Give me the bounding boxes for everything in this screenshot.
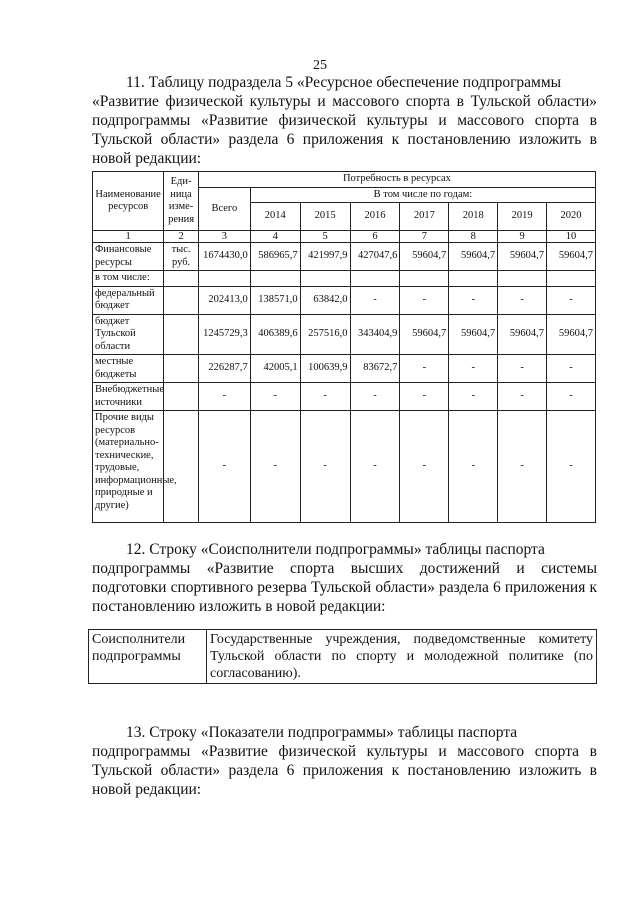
cell: 59604,7 bbox=[498, 314, 547, 355]
col-index: 6 bbox=[350, 231, 400, 243]
cell: 42005,1 bbox=[250, 355, 300, 383]
cell: 586965,7 bbox=[250, 243, 300, 271]
text-line: подпрограммы «Развитие физической культуры и массового спорта в bbox=[92, 743, 597, 760]
col-index: 4 bbox=[250, 231, 300, 243]
header-name: Наименование ресурсов bbox=[93, 172, 164, 231]
table-row bbox=[93, 314, 596, 355]
header-year: 2016 bbox=[350, 203, 400, 231]
cell: - bbox=[498, 383, 547, 411]
table-row bbox=[89, 630, 597, 684]
header-year: 2017 bbox=[400, 203, 449, 231]
cell: 226287,7 bbox=[198, 355, 250, 383]
text-line: Тульской области» раздела 6 приложения к постановлению изложить в новой bbox=[92, 762, 597, 798]
cell: 59604,7 bbox=[400, 314, 449, 355]
cell: 83672,7 bbox=[350, 355, 400, 383]
table-row bbox=[93, 271, 596, 287]
cell: - bbox=[198, 383, 250, 411]
col-index: 10 bbox=[547, 231, 596, 243]
cell: - bbox=[300, 411, 350, 523]
cell: - bbox=[547, 355, 596, 383]
cell: - bbox=[498, 411, 547, 523]
table-row bbox=[93, 411, 596, 523]
cell: - bbox=[449, 383, 498, 411]
cell: 59604,7 bbox=[498, 243, 547, 271]
column-index-row bbox=[93, 231, 596, 243]
cell: - bbox=[400, 411, 449, 523]
cell: - bbox=[498, 355, 547, 383]
text-line: редакции: bbox=[135, 781, 202, 798]
text-line: постановлению изложить в новой редакции: bbox=[92, 598, 386, 615]
cell: 59604,7 bbox=[400, 243, 449, 271]
page-number: 25 bbox=[313, 58, 327, 73]
header-total: Всего bbox=[198, 187, 250, 231]
cell: - bbox=[400, 383, 449, 411]
cell: 59604,7 bbox=[449, 314, 498, 355]
row-unit: тыс. руб. bbox=[164, 243, 199, 271]
cell: 59604,7 bbox=[449, 243, 498, 271]
header-year: 2018 bbox=[449, 203, 498, 231]
header-unit: Еди-ница изме-рения bbox=[164, 172, 199, 231]
cell: 421997,9 bbox=[300, 243, 350, 271]
cell: - bbox=[547, 286, 596, 314]
coexecutors-value: Государственные учреждения, подведомственные комитету Тульской области по спорту и молодежной политике (по согласованию). bbox=[207, 630, 597, 684]
cell: - bbox=[350, 383, 400, 411]
cell: 100639,9 bbox=[300, 355, 350, 383]
cell: 257516,0 bbox=[300, 314, 350, 355]
text-line: подпрограммы «Развитие физической культуры и массового спорта в bbox=[92, 112, 597, 129]
col-index: 7 bbox=[400, 231, 449, 243]
text-line: 11. Таблицу подраздела 5 «Ресурсное обеспечение подпрограммы bbox=[126, 74, 562, 91]
row-name: Финансовые ресурсы bbox=[93, 243, 164, 271]
row-name: Внебюджетные источники bbox=[93, 383, 164, 411]
row-unit bbox=[164, 383, 199, 411]
row-name: федеральный бюджет bbox=[93, 286, 164, 314]
header-need: Потребность в ресурсах bbox=[198, 172, 595, 188]
header-year: 2019 bbox=[498, 203, 547, 231]
row-name: в том числе: bbox=[93, 271, 164, 287]
coexecutors-table bbox=[88, 629, 597, 684]
cell: - bbox=[547, 383, 596, 411]
cell: - bbox=[400, 286, 449, 314]
cell: - bbox=[250, 411, 300, 523]
header-year: 2015 bbox=[300, 203, 350, 231]
cell: 59604,7 bbox=[547, 314, 596, 355]
table-row bbox=[93, 383, 596, 411]
cell: 1674430,0 bbox=[198, 243, 250, 271]
cell: 406389,6 bbox=[250, 314, 300, 355]
text-line: спортивного резерва Тульской области» раздела 6 приложения к bbox=[170, 579, 597, 596]
text-line: Тульской области» раздела 6 приложения к постановлению изложить в новой bbox=[92, 131, 597, 167]
col-index: 3 bbox=[198, 231, 250, 243]
col-index: 1 bbox=[93, 231, 164, 243]
table-row bbox=[93, 286, 596, 314]
cell: - bbox=[498, 286, 547, 314]
cell: - bbox=[547, 411, 596, 523]
col-index: 2 bbox=[164, 231, 199, 243]
cell: - bbox=[449, 355, 498, 383]
cell: 427047,6 bbox=[350, 243, 400, 271]
cell: 138571,0 bbox=[250, 286, 300, 314]
cell: 1245729,3 bbox=[198, 314, 250, 355]
cell: - bbox=[350, 286, 400, 314]
text-line: 12. Строку «Соисполнители подпрограммы» таблицы паспорта bbox=[126, 541, 545, 558]
section-12-text bbox=[92, 540, 597, 616]
section-11-text bbox=[92, 73, 597, 168]
row-name: бюджет Тульской области bbox=[93, 314, 164, 355]
col-index: 9 bbox=[498, 231, 547, 243]
cell: - bbox=[449, 286, 498, 314]
header-by-years: В том числе по годам: bbox=[250, 187, 595, 203]
table-row bbox=[93, 355, 596, 383]
row-name: местные бюджеты bbox=[93, 355, 164, 383]
text-line: 13. Строку «Показатели подпрограммы» таблицы паспорта bbox=[126, 724, 518, 741]
cell: - bbox=[350, 411, 400, 523]
cell: - bbox=[400, 355, 449, 383]
header-year: 2020 bbox=[547, 203, 596, 231]
coexecutors-label: Соисполнители подпрограммы bbox=[89, 630, 207, 684]
row-unit bbox=[164, 355, 199, 383]
text-line: подпрограммы «Развитие спорта высших достижений и системы подготовки bbox=[92, 560, 597, 596]
row-unit bbox=[164, 411, 199, 523]
cell: - bbox=[449, 411, 498, 523]
row-unit bbox=[164, 286, 199, 314]
cell: - bbox=[300, 383, 350, 411]
cell: 63842,0 bbox=[300, 286, 350, 314]
header-year: 2014 bbox=[250, 203, 300, 231]
cell: 59604,7 bbox=[547, 243, 596, 271]
col-index: 8 bbox=[449, 231, 498, 243]
cell: 343404,9 bbox=[350, 314, 400, 355]
resource-table bbox=[92, 171, 596, 523]
cell: 202413,0 bbox=[198, 286, 250, 314]
text-line: редакции: bbox=[135, 150, 202, 167]
table-row bbox=[93, 243, 596, 271]
section-13-text bbox=[92, 723, 597, 799]
row-name: Прочие виды ресурсов (материально-технические, трудовые, информационные, природные и другие) bbox=[93, 411, 164, 523]
text-line: «Развитие физической культуры и массового спорта в Тульской области» bbox=[92, 93, 597, 110]
row-unit bbox=[164, 314, 199, 355]
cell: - bbox=[250, 383, 300, 411]
cell: - bbox=[198, 411, 250, 523]
col-index: 5 bbox=[300, 231, 350, 243]
